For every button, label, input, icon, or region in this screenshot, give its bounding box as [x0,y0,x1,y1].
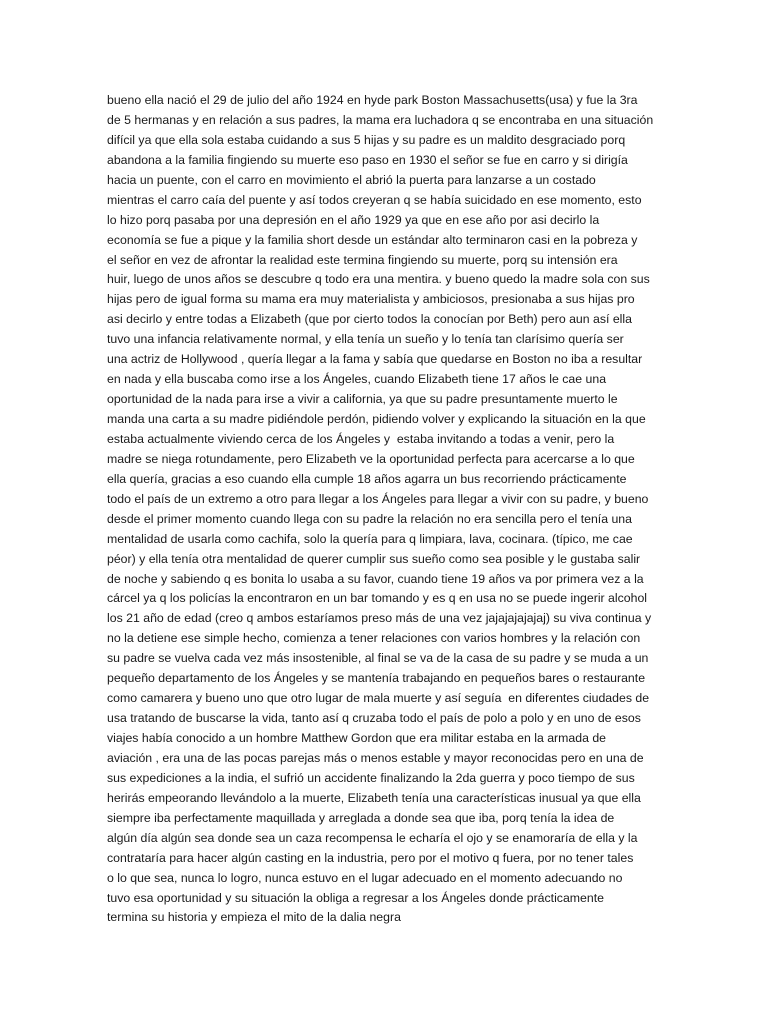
text-line: hacia un puente, con el carro en movimiento el abrió la puerta para lanzarse a un costado [107,172,596,187]
text-line: bueno ella nació el 29 de julio del año 1924 en hyde park Boston Massachusetts(usa) y fue la 3ra [107,93,638,107]
text-line: economía se fue a pique y la familia short desde un estándar alto terminaron casi en la pobreza y [107,232,638,247]
text-line: o lo que sea, nunca lo logro, nunca estuvo en el lugar adecuado en el momento adecuando no [107,870,623,885]
text-line: tuvo una infancia relativamente normal, y ella tenía un sueño y lo tenía tan clarísimo quería ser [107,332,624,347]
text-line: difícil ya que ella sola estaba cuidando a sus 5 hijas y su padre es un maldito desgraciado porq [107,132,626,147]
text-line: manda una carta a su madre pidiéndole perdón, pidiendo volver y explicando la situación en la que [107,412,646,426]
text-line: huir, luego de unos años se descubre q todo era una mentira. y bueno quedo la madre sola con sus [107,272,650,287]
text-line: asi decirlo y entre todas a Elizabeth (que por cierto todos la conocían por Beth) pero aun así ella [107,312,632,327]
text-line: desde el primer momento cuando llega con su padre la relación no era sencilla pero el tenía una [107,511,632,526]
text-line: mentalidad de usarla como cachifa, solo la quería para q limpiara, lava, cocinara. (típico, me cae [107,531,633,546]
text-line: hijas pero de igual forma su mama era muy materialista y ambiciosos, presionaba a sus hijas pro [107,292,635,307]
text-line: tuvo esa oportunidad y su situación la obliga a regresar a los Ángeles donde prácticamente [107,890,604,905]
text-line: su padre se vuelva cada vez más insostenible, al final se va de la casa de su padre y se muda a un [107,651,649,666]
text-line: como camarera y bueno uno que otro lugar de mala muerte y así seguía en diferentes ciudades de [107,691,650,706]
text-line: todo el país de un extremo a otro para llegar a los Ángeles para llegar a vivir con su padre, y bueno [107,491,649,506]
text-line: los 21 año de edad (creo q ambos estaríamos preso más de una vez jajajajajajaj) su viva continua y [107,611,652,626]
text-line: algún día algún sea donde sea un caza recompensa le echaría el ojo y se enamoraría de ella y la [107,830,638,845]
text-line: pequeño departamento de los Ángeles y se mantenía trabajando en pequeños bares o restaurante [107,671,646,686]
body-text [107,91,667,928]
text-line: sus expediciones a la india, el sufrió un accidente finalizando la 2da guerra y poco tiempo de sus [107,770,635,785]
text-line: aviación , era una de las pocas parejas más o menos estable y mayor reconocidas pero en una de [107,750,644,765]
text-line: contrataría para hacer algún casting en la industria, pero por el motivo q fuera, por no tener tales [107,850,634,865]
text-line: de noche y sabiendo q es bonita lo usaba a su favor, cuando tiene 19 años va por primera vez a la [107,571,644,586]
text-line: termina su historia y empieza el mito de la dalia negra [107,910,401,925]
text-line: el señor en vez de afrontar la realidad este termina fingiendo su muerte, porq su intensión era [107,252,618,267]
text-line: madre se niega rotundamente, pero Elizabeth ve la oportunidad perfecta para acercarse a lo que [107,451,635,466]
text-line: oportunidad de la nada para irse a vivir a california, ya que su padre presuntamente muerto le [107,392,618,407]
text-line: ella quería, gracias a eso cuando ella cumple 18 años agarra un bus recorriendo prácticamente [107,471,627,486]
text-line: abandona a la familia fingiendo su muerte eso paso en 1930 el señor se fue en carro y si dirigía [107,152,628,167]
text-line: estaba actualmente viviendo cerca de los Ángeles y estaba invitando a todas a venir, pero la [107,431,615,446]
text-line: péor) y ella tenía otra mentalidad de querer cumplir sus sueño como sea posible y le gustaba salir [107,551,641,566]
text-line: viajes había conocido a un hombre Matthew Gordon que era militar estaba en la armada de [107,731,607,745]
text-line: lo hizo porq pasaba por una depresión en el año 1929 ya que en ese año por asi decirlo la [107,212,600,227]
text-line: en nada y ella buscaba como irse a los Ángeles, cuando Elizabeth tiene 17 años le cae una [107,372,607,387]
text-line: siempre iba perfectamente maquillada y arreglada a donde sea que iba, porq tenía la idea de [107,810,615,825]
text-line: herirás empeorando llevándolo a la muerte, Elizabeth tenía una características inusual ya que ella [107,790,641,805]
text-line: una actriz de Hollywood , quería llegar a la fama y sabía que quedarse en Boston no iba a resultar [107,352,643,367]
text-line: no la detiene ese simple hecho, comienza a tener relaciones con varios hombres y la relación con [107,631,641,646]
text-line: usa tratando de buscarse la vida, tanto así q cruzaba todo el país de polo a polo y en uno de esos [107,711,641,726]
text-line: de 5 hermanas y en relación a sus padres, la mama era luchadora q se encontraba en una situación [107,112,654,127]
text-line: cárcel ya q los policías la encontraron en un bar tomando y es q en usa no se puede ingerir alcohol [107,591,648,606]
text-line: mientras el carro caía del puente y así todos creyeran q se había suicidado en ese momento, esto [107,192,642,207]
